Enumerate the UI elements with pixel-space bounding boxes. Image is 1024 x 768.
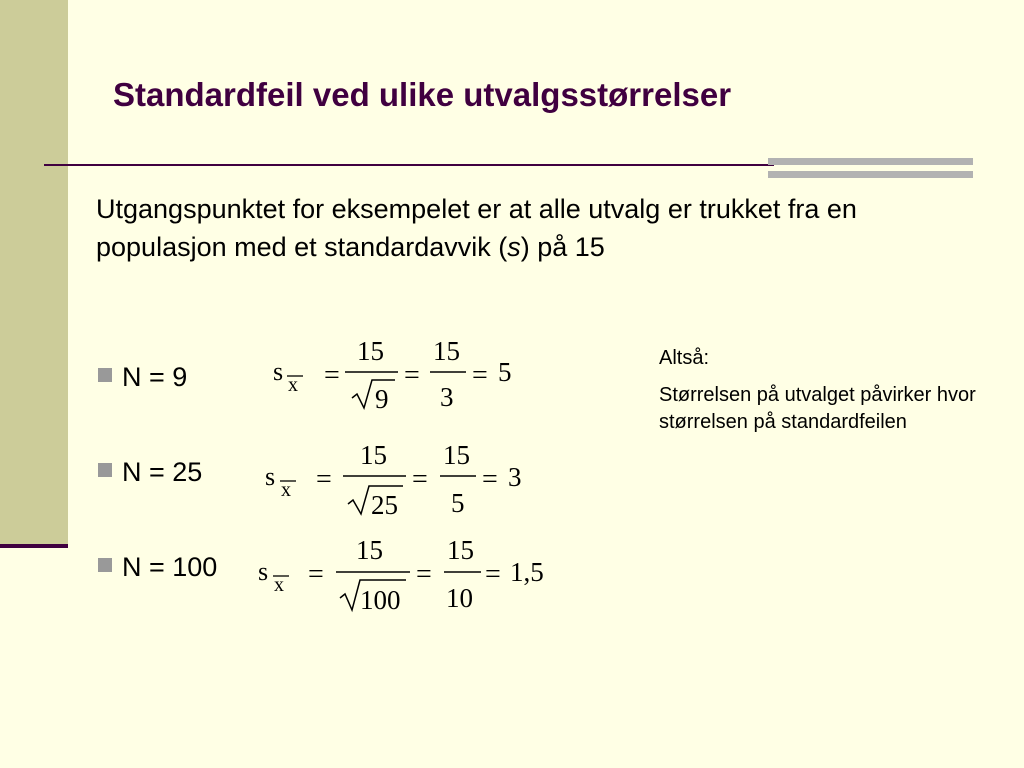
bullet-label: N = 9: [122, 362, 188, 392]
formula-n25: [265, 440, 522, 520]
formula-result: 3: [508, 462, 522, 492]
intro-before: Utgangspunktet for eksempelet er at alle utvalg er trukket fra en populasjon med et standardavvik (: [96, 194, 857, 262]
equals-sign: =: [482, 464, 498, 495]
formula-subscript: x: [288, 374, 298, 396]
bullet-label: N = 100: [122, 552, 218, 582]
equals-sign: =: [404, 360, 420, 391]
equals-sign: =: [472, 360, 488, 391]
formula-symbol: s: [265, 462, 276, 491]
formula-symbol: s: [258, 557, 269, 586]
formula-result: 5: [498, 357, 512, 387]
bullet-label: N = 25: [122, 457, 203, 487]
numerator-1: 15: [360, 440, 387, 470]
side-note: [659, 345, 979, 446]
intro-symbol: s: [507, 232, 521, 262]
equals-sign: =: [416, 559, 432, 590]
formula-subscript: x: [281, 479, 291, 501]
denominator-2: 3: [440, 382, 454, 412]
sqrt-content: 100: [360, 585, 401, 615]
equals-sign: =: [324, 360, 340, 391]
sqrt-content: 25: [371, 490, 398, 520]
equals-sign: =: [412, 464, 428, 495]
sqrt-content: 9: [375, 384, 389, 414]
numerator-1: 15: [357, 336, 384, 366]
sqrt-sign: [352, 380, 395, 408]
formula-symbol: s: [273, 357, 284, 386]
equals-sign: =: [316, 464, 332, 495]
equals-sign: =: [308, 559, 324, 590]
numerator-1: 15: [356, 535, 383, 565]
intro-after: ) på 15: [520, 232, 605, 262]
side-note-text: Størrelsen på utvalget påvirker hvor størrelsen på standardfeilen: [659, 384, 976, 433]
formula-n100: [258, 535, 544, 615]
side-note-heading: Altså:: [659, 347, 710, 369]
numerator-2: 15: [433, 336, 460, 366]
formula-n9: [273, 336, 512, 414]
denominator-2: 5: [451, 488, 465, 518]
equals-sign: =: [485, 559, 501, 590]
formula-result: 1,5: [510, 557, 544, 587]
formula-subscript: x: [274, 574, 284, 596]
denominator-2: 10: [446, 583, 473, 613]
numerator-2: 15: [447, 535, 474, 565]
slide-title: Standardfeil ved ulike utvalgsstørrelser: [113, 76, 732, 113]
numerator-2: 15: [443, 440, 470, 470]
